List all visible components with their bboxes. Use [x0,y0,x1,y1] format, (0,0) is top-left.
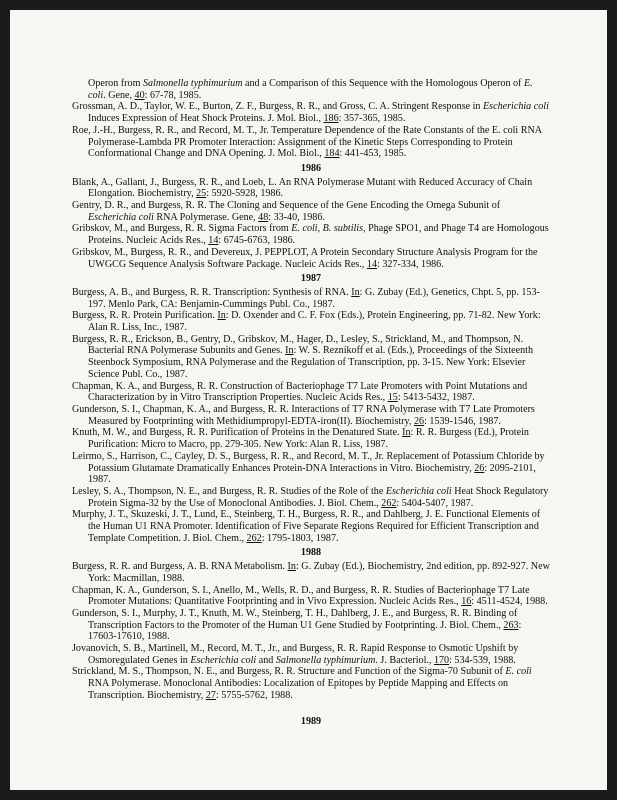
reference-text: : 6745-6763, 1986. [218,235,296,247]
reference-text: Gribskov, M., Burgess, R. R., and Devereux, J. PEPPLOT, A Protein Secondary Structure Analysis Program for the UWGCG Sequence Analysis Software Package. Nucleic Acids Res., [72,246,538,270]
document-page [10,10,607,790]
volume-number: 16 [461,596,472,608]
reference-entry [72,101,550,124]
reference-text: Burgess, A. B., and Burgess, R. R. Transcription: Synthesis of RNA. [72,286,352,298]
reference-entry [72,287,550,310]
italic-text: E. coli [88,78,533,101]
volume-number: 186 [323,113,339,125]
reference-entry [72,125,550,160]
reference-entry [72,404,550,427]
italic-text: E. coli [505,666,532,678]
reference-text: : 441-453, 1985. [339,148,407,160]
reference-text: : 5920-5928, 1986. [206,188,284,200]
italic-text: Escherichia coli [385,485,452,497]
reference-text: : D. Oxender and C. F. Fox (Eds.), Protein Engineering, pp. 71-82. New York: Alan R. Liss, Inc., 1987. [88,310,541,334]
year-heading: 1986 [300,162,322,174]
reference-text: Chapman, K. A., Gunderson, S. I., Anello, M., Wells, R. D., and Burgess, R. R. Studies of Bacteriophage T7 Late Promoter Mutations: Quantitative Footprinting and in Vivo Expression. Nucleic Acids Res., [72,584,530,608]
reference-text: and [256,654,276,666]
volume-number: In [402,427,411,439]
reference-entry [72,247,550,270]
reference-text: : 4511-4524, 1988. [471,596,548,608]
reference-entry [72,177,550,200]
volume-number: In [287,561,296,573]
year-heading: 1988 [300,547,322,559]
reference-text: : 17603-17610, 1988. [88,619,522,643]
italic-text: Escherichia coli [88,211,154,223]
reference-text: : 327-334, 1986. [377,258,444,270]
reference-text: Burgess, R. R. Protein Purification. [72,310,218,322]
year-heading: 1989 [300,715,322,727]
reference-text: Gunderson, S. I., Chapman, K. A., and Burgess, R. R. Interactions of T7 RNA Polymerase with T7 Late Promoters Measured by Footprinting with Methidiumpropyl-EDTA-iron(II). Biochemistry, [72,403,535,427]
italic-text: Salmonella typhimurium [142,78,243,89]
volume-number: 26 [474,462,485,474]
volume-number: 14 [366,258,378,270]
reference-text: Knuth, M. W., and Burgess, R. R. Purification of Proteins in the Denatured State. [72,427,403,439]
volume-number: In [217,310,226,322]
reference-text: Strickland, M. S., Thompson, N. E., and Burgess, R. R. Structure and Function of the Sigma-70 Subunit of [72,666,506,678]
reference-text: Burgess, R. R. and Burgess, A. B. RNA Metabolism. [72,561,288,573]
reference-text: : 1795-1803, 1987. [261,532,339,544]
reference-text: Gunderson, S. I., Murphy, J. T., Knuth, M. W., Steinberg, T. H., Dahlberg, J. E., and Burgess, R. R. Binding of Transcription Factors to the Promoter of the Human U1 Gene Studied by Footprinting. J. Biol. Chem., [72,607,518,631]
reference-text: Murphy, J. T., Skuzeski, J. T., Lund, E., Steinberg, T. H., Burgess, R. R., and Dahlberg, J. E. Functional Elements of the Human U1 RNA Promoter. Identification of Five Separate Regions Required for Efficient Transcription and Template Competition. J. Biol. Chem., [72,509,541,544]
italic-text: E. coli, B. subtilis [291,223,364,235]
reference-entry [72,585,550,608]
year-heading: 1987 [300,273,322,285]
reference-text: : 2095-2101, 1987. [88,462,536,486]
volume-number: 170 [433,654,450,666]
reference-entry [72,451,550,486]
volume-number: 15 [387,392,398,404]
reference-text: Jovanovich, S. B., Martinell, M., Record, M. T., Jr., and Burgess, R. R. Rapid Response to Osmotic Upshift by Osmoregulated Genes in [72,643,519,666]
reference-text: : 357-365, 1985. [338,113,406,125]
reference-entry [72,643,550,666]
reference-text: RNA Polymerase. Monoclonal Antibodies: Localization of Epitopes by Peptide Mapping and Effects on Transcription. Biochemistry, [88,678,509,701]
reference-text: : W. S. Reznikoff et al. (Eds.), Proceedings of the Sixteenth Steenbock Symposium, RNA Polymerase and the Regulation of Transcription, pp. 3-15. New York: Elsevier Science Publ. Co., 1987. [88,345,533,380]
reference-entry [72,223,550,246]
reference-text: : 67-78, 1985. [144,89,202,101]
reference-text: : 5755-5762, 1988. [215,689,293,701]
reference-entry [72,334,550,381]
reference-text: Burgess, R. R., Erickson, B., Gentry, D., Gribskov, M., Hager, D., Lesley, S., Strickland, M., and Thompson, N. Bacterial RNA Polymerase Subunits and Genes. [72,333,524,357]
reference-text: Heat Shock Regulatory Protein Sigma-32 by the Use of Monoclonal Antibodies. J. Biol. Chem., [88,485,549,509]
reference-text: , Phage SPO1, and Phage T4 are Homologous Proteins. Nucleic Acids Res., [88,223,549,247]
volume-number: 262 [246,532,262,544]
volume-number: 263 [503,619,519,631]
reference-text: : G. Zubay (Ed.), Biochemistry, 2nd edition, pp. 892-927. New York: Macmillan, 1988. [88,561,550,584]
reference-text: : G. Zubay (Ed.), Genetics, Chpt. 5, pp. 153-197. Menlo Park, CA: Benjamin-Cummings Publ. Co., 1987. [88,286,540,310]
volume-number: 27 [205,689,216,701]
reference-text: . Gene, [103,89,135,101]
reference-text: Grossman, A. D., Taylor, W. E., Burton, Z. F., Burgess, R. R., and Gross, C. A. Stringent Response in [72,101,483,113]
reference-entry [72,509,550,544]
volume-number: 14 [208,235,219,247]
reference-text: : 1539-1546, 1987. [424,415,501,427]
reference-text: RNA Polymerase. Gene, [153,211,259,223]
volume-number: 26 [413,415,425,427]
reference-text: Induces Expression of Heat Shock Proteins. J. Mol. Biol., [88,113,324,125]
reference-entry [72,381,550,404]
reference-text: Leirmo, S., Harrison, C., Cayley, D. S., Burgess, R. R., and Record, M. T., Jr. Replacement of Potassium Chloride by Potassium Glutamate Dramatically Enhances Protein-DNA Interactions in Vitro. Biochemistry, [72,450,545,474]
reference-text: : 5404-5407, 1987. [396,497,474,509]
reference-entry [72,310,550,333]
italic-text: Salmonella typhimurium [275,654,376,666]
reference-text: Chapman, K. A., and Burgess, R. R. Construction of Bacteriophage T7 Late Promoters with Point Mutations and Characterization by in Vitro Transcription Properties. Nucleic Acids Res., [72,380,528,404]
reference-text: Lesley, S. A., Thompson, N. E., and Burgess, R. R. Studies of the Role of the [72,485,386,497]
reference-entry [72,200,550,223]
reference-text: and a Comparison of this Sequence with the Homologous Operon of [242,78,524,89]
reference-text: : 534-539, 1988. [449,654,516,666]
volume-number: 48 [258,211,269,223]
reference-entry [72,666,550,701]
reference-entry [72,427,550,450]
volume-number: 184 [324,148,340,160]
reference-entry [72,608,550,643]
reference-text: Gentry, D. R., and Burgess, R. R. The Cloning and Sequence of the Gene Encoding the Omega Subunit of [72,200,501,212]
italic-text: Escherichia coli [483,101,549,113]
reference-entry [72,486,550,509]
reference-continuation [72,78,550,101]
reference-entry [72,561,550,584]
reference-text: : 5413-5432, 1987. [397,392,475,404]
volume-number: 262 [381,497,397,509]
reference-text: : R. R. Burgess (Ed.), Protein Purification: Micro to Macro, pp. 279-305. New York: Alan R. Liss, 1987. [88,427,529,451]
volume-number: In [285,345,294,357]
reference-text: Roe, J.-H., Burgess, R. R., and Record, M. T., Jr. Temperature Dependence of the Rate Constants of the E. coli RNA Polymerase-Lambda PR Promoter Interaction: Assignment of the Kinetic Steps Corresponding to Protein Conformational Change and DNA Opening. J. Mol. Biol., [72,124,542,160]
volume-number: In [351,286,360,298]
reference-text: . J. Bacteriol., [375,654,434,666]
volume-number: 25 [196,188,207,200]
reference-text: Operon from [88,78,143,89]
volume-number: 40 [134,89,145,101]
italic-text: Escherichia coli [190,654,257,666]
reference-text: Gribskov, M., and Burgess, R. R. Sigma Factors from [72,223,292,235]
reference-text: : 33-40, 1986. [268,211,325,223]
reference-text: Blank, A., Gallant, J., Burgess, R. R., and Loeb, L. An RNA Polymerase Mutant with Reduced Accuracy of Chain Elongation. Biochemistry, [72,176,533,200]
bibliography-list [72,78,550,729]
